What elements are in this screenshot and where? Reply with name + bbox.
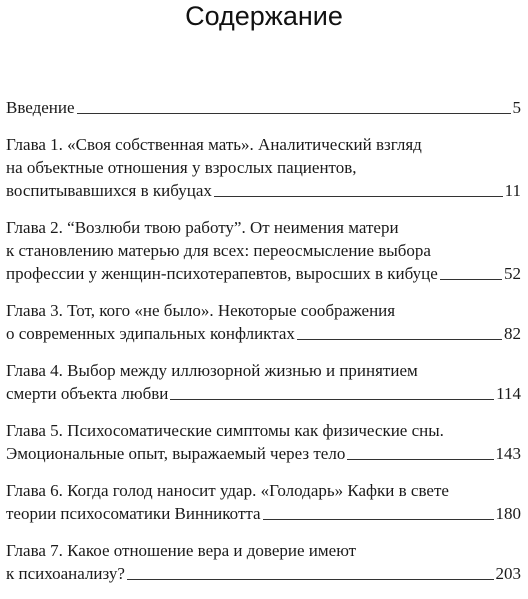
toc-page-number: 114 bbox=[496, 384, 521, 403]
toc-page-number: 5 bbox=[512, 98, 521, 117]
toc-leader-line bbox=[127, 578, 494, 580]
toc-entry-text: Глава 3. Тот, кого «не было». Некоторые соображения bbox=[6, 301, 396, 320]
toc-leader-line bbox=[440, 278, 502, 280]
toc-page-number: 11 bbox=[504, 181, 521, 200]
table-of-contents bbox=[6, 96, 521, 599]
toc-entry-last-line bbox=[6, 262, 521, 285]
toc-leader-line bbox=[214, 195, 503, 197]
toc-entry-text: Глава 2. “Возлюби твою работу”. От неимения матери bbox=[6, 218, 399, 237]
toc-leader-line bbox=[263, 518, 494, 520]
toc-leader-line bbox=[77, 112, 511, 114]
toc-entry-last-line bbox=[6, 562, 521, 585]
toc-entry-chapter-7[interactable] bbox=[6, 539, 521, 585]
toc-entry-last-line bbox=[6, 442, 521, 465]
toc-page-number: 52 bbox=[504, 264, 521, 283]
toc-entry-text: на объектные отношения у взрослых пациентов, bbox=[6, 158, 357, 177]
toc-entry-last-line bbox=[6, 322, 521, 345]
toc-entry-last-line bbox=[6, 502, 521, 525]
toc-entry-text: Глава 4. Выбор между иллюзорной жизнью и принятием bbox=[6, 361, 418, 380]
toc-page-number: 143 bbox=[495, 444, 521, 463]
toc-entry-text: к психоанализу? bbox=[6, 564, 125, 583]
toc-entry-text: о современных эдипальных конфликтах bbox=[6, 324, 295, 343]
toc-entry-text: Эмоциональные опыт, выражаемый через тело bbox=[6, 444, 346, 463]
toc-entry-introduction[interactable] bbox=[6, 96, 521, 119]
toc-page-number: 180 bbox=[495, 504, 521, 523]
toc-entry-text: Глава 1. «Своя собственная мать». Аналитический взгляд bbox=[6, 135, 422, 154]
toc-entry-chapter-3[interactable] bbox=[6, 299, 521, 345]
toc-leader-line bbox=[347, 458, 493, 460]
toc-entry-last-line bbox=[6, 179, 521, 202]
page-title: Содержание bbox=[185, 1, 343, 31]
toc-entry-text: воспитывавшихся в кибуцах bbox=[6, 181, 212, 200]
toc-entry-text: Глава 5. Психосоматические симптомы как физические сны. bbox=[6, 421, 444, 440]
toc-entry-chapter-2[interactable] bbox=[6, 216, 521, 285]
toc-page-number: 82 bbox=[504, 324, 521, 343]
toc-entry-text: смерти объекта любви bbox=[6, 384, 169, 403]
toc-entry-text: профессии у женщин-психотерапевтов, выросших в кибуце bbox=[6, 264, 438, 283]
toc-leader-line bbox=[297, 338, 502, 340]
toc-entry-text: Глава 6. Когда голод наносит удар. «Голодарь» Кафки в свете bbox=[6, 481, 449, 500]
toc-entry-last-line bbox=[6, 382, 521, 405]
toc-leader-line bbox=[170, 398, 494, 400]
toc-entry-chapter-1[interactable] bbox=[6, 133, 521, 202]
toc-entry-last-line bbox=[6, 96, 521, 119]
toc-entry-text: теории психосоматики Винникотта bbox=[6, 504, 261, 523]
toc-entry-chapter-5[interactable] bbox=[6, 419, 521, 465]
toc-entry-text: к становлению матерью для всех: переосмысление выбора bbox=[6, 241, 431, 260]
toc-page-number: 203 bbox=[495, 564, 521, 583]
toc-entry-chapter-4[interactable] bbox=[6, 359, 521, 405]
toc-entry-text: Глава 7. Какое отношение вера и доверие имеют bbox=[6, 541, 357, 560]
toc-entry-text: Введение bbox=[6, 98, 75, 117]
toc-entry-chapter-6[interactable] bbox=[6, 479, 521, 525]
